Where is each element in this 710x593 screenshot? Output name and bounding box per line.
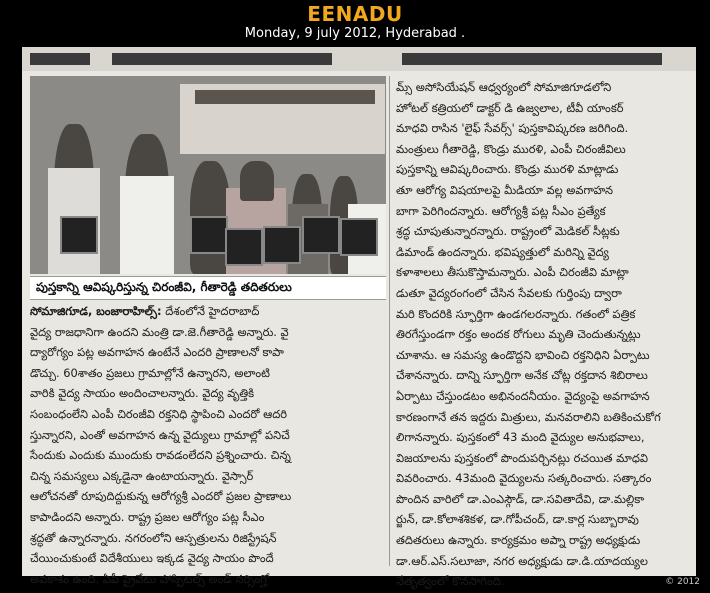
book-cover: [302, 216, 340, 254]
page-footer: [0, 576, 710, 593]
article-line: ర్జున్, డా.కోలాశశికళ, డా.గోపీచంద్, డా.కార్ల సుబ్బారావు: [396, 512, 639, 527]
article-line: సేందుకు ఎందుకు ముందుకు రావడంలేదని ప్రశ్నించారు. చిన్న: [30, 448, 291, 463]
previous-article-strip: [22, 47, 696, 71]
article-line: అవకాశం ఉంది. ఏపీ ప్రైవేటు హాస్పిటల్స్ అండ్ నర్సింగ్హో: [30, 571, 270, 586]
publication-dateline: Monday, 9 july 2012, Hyderabad .: [244, 26, 466, 41]
article-line: మ్స్ అసోసియేషన్ ఆధ్వర్యంలో సోమాజిగూడలోని: [396, 80, 612, 94]
article-line: డుతూ వైద్యరంగంలో చేసిన సేవలకు గుర్తింపు ద్వారా: [396, 285, 622, 300]
article-line: స్తున్నారని, ఎంతో అవగాహన ఉన్న వైద్యులు గ్రామాల్లో పనిచే: [30, 427, 290, 442]
article-line: మరి కొందరికి స్ఫూర్తిగా ఉండగలరన్నారు. గతంలో పత్రిక: [396, 306, 636, 321]
article-line: తూ ఆరోగ్య విషయాలపై మీడియా వల్ల అవగాహన: [396, 182, 614, 197]
article-right-column: [396, 77, 692, 592]
article-line: కాపాడిందని అన్నారు. రాష్ట్ర ప్రజల ఆరోగ్యం పట్ల సీఎం: [30, 509, 265, 524]
article-line: చూశాను. ఆ సమస్య ఉండొద్దని భావించి రక్తనిధిని ఏర్పాటు: [396, 347, 650, 362]
event-photo: [30, 76, 386, 274]
article-line: డొచ్చు. 60శాతం ప్రజలు గ్రామాల్లోనే ఉన్నారని, అలాంటి: [30, 365, 270, 380]
newspaper-name: EENADU: [307, 2, 403, 26]
article-line: చేశానన్నారు. దాన్ని స్ఫూర్తిగా అనేక చోట్ల రక్తదాన శిబిరాలు: [396, 368, 648, 383]
article-line: శ్రద్ధతో ఉన్నారన్నారు. నగరంలోని ఆస్పత్రులను రిజిస్ట్రేషన్: [30, 530, 277, 545]
article-line: ఏర్పాటు చేస్తుండటం అభినందనీయం. వైద్యంపై అవగాహన: [396, 388, 650, 403]
article-line: వివరించారు. 43మంది వైద్యులను సత్కరించారు. సత్కారం: [396, 471, 652, 486]
column-divider: [389, 76, 390, 566]
photo-caption: పుస్తకాన్ని ఆవిష్కరిస్తున్న చిరంజీవి, గీతారెడ్డి తదితరులు: [36, 280, 292, 294]
book-cover: [340, 218, 378, 256]
banner-lettering: [195, 90, 375, 104]
copyright-text: © 2012: [665, 577, 700, 587]
article-line: చేయించుకుంటే విదేశీయులు ఇక్కడ వైద్య సాయం పొందే: [30, 551, 274, 566]
article-line: దేశంలోనే హైదరాబాద్: [165, 304, 260, 318]
book-cover: [225, 228, 263, 266]
article-line: కారణంగానే తన ఇద్దరు మిత్రులు, మనవరాలిని బతికించుకోగ: [396, 409, 661, 424]
article-line: పుస్తకాన్ని ఆవిష్కరించారు. కొండ్రు మురళి మాట్లాడు: [396, 162, 619, 177]
article-line: మాధవి రాసిన 'లైఫ్ సేవర్స్' పుస్తకావిష్కరణ జరిగింది.: [396, 121, 629, 136]
article-line: హోటల్ కత్రియలో డాక్టర్ డి ఉజ్వలాల, టీవీ యాంకర్: [396, 100, 624, 115]
article-line: సంబంధంలేని ఎంపీ చిరంజీవి రక్తనిధి స్థాపించి ఎందరో ఆదరి: [30, 406, 288, 421]
article-line: డా.ఆర్.ఎస్.సలూజా, నగర అధ్యక్షుడు డా.డి.యాదయ్యల: [396, 553, 648, 568]
article-line: మంత్రులు గీతారెడ్డి, కొండ్రు మురళి, ఎంపీ చిరంజీవిలు: [396, 141, 626, 156]
article-line: తిరగేస్తుండగా రక్తం అందక రోగులు మృతి చెందుతున్నట్లు: [396, 327, 641, 342]
article-line: ద్యారోగ్యం పట్ల అవగాహన ఉంటేనే ఎందరి ప్రాణాలనో కాపా: [30, 345, 284, 360]
article-line: విజయాలను పుస్తకంలో పొందుపర్చినట్లు రచయిత మాధవి: [396, 450, 649, 465]
article-dateline: సోమాజిగూడ, బంజారాహిల్స్:: [30, 304, 162, 318]
photo-caption-bar: [30, 276, 386, 300]
article-line: లిగానన్నారు. పుస్తకంలో 43 మంది వైద్యుల అనుభవాలు,: [396, 430, 645, 445]
article-first-line: [30, 301, 386, 322]
article-line: తదితరులు ఉన్నారు. కార్యక్రమం అప్నా రాష్ట్ర అధ్యక్షుడు: [396, 533, 641, 548]
article-line: కళాశాలలు తీసుకొస్తామన్నారు. ఎంపీ చిరంజీవి మాట్లా: [396, 265, 629, 280]
article-line: శ్రద్ధ చూపుతున్నారన్నారు. రాష్ట్రంలో మెడికల్ సీట్లకు: [396, 224, 620, 239]
article-line: పొందిన వారిలో డా.ఎంఎస్గౌడ్, డా.సవితాదేవి, డా.మల్లికా: [396, 491, 645, 506]
article-line: డిమాండ్ ఉందన్నారు. భవిష్యత్తులో మరిన్ని వైద్య: [396, 244, 609, 259]
article-line: నేతృత్వంలో కొనసాగింది.: [396, 574, 505, 589]
book-cover: [263, 226, 301, 264]
page-header: [0, 0, 710, 46]
book-cover: [190, 216, 228, 254]
article-line: చిన్న సమస్యలు ఎక్కడైనా ఉంటాయన్నారు. వైస్సార్: [30, 468, 254, 483]
article-line: ఆలోచనతో రూపుదిద్దుకున్న ఆరోగ్యశ్రీ ఎందరో ప్రజల ప్రాణాలు: [30, 489, 292, 504]
book-cover: [60, 216, 98, 254]
article-line: బాగా పెరిగిందన్నారు. ఆరోగ్యశ్రీ పట్ల సీఎం ప్రత్యేక: [396, 203, 606, 218]
article-left-column: [30, 301, 386, 589]
article-line: వారికి వైద్య సాయం అందించాలన్నారు. వైద్య వృత్తికి: [30, 386, 255, 401]
article-line: వైద్య రాజధానిగా ఉందని మంత్రి డా.జె.గీతారెడ్డి అన్నారు. వై: [30, 324, 289, 339]
